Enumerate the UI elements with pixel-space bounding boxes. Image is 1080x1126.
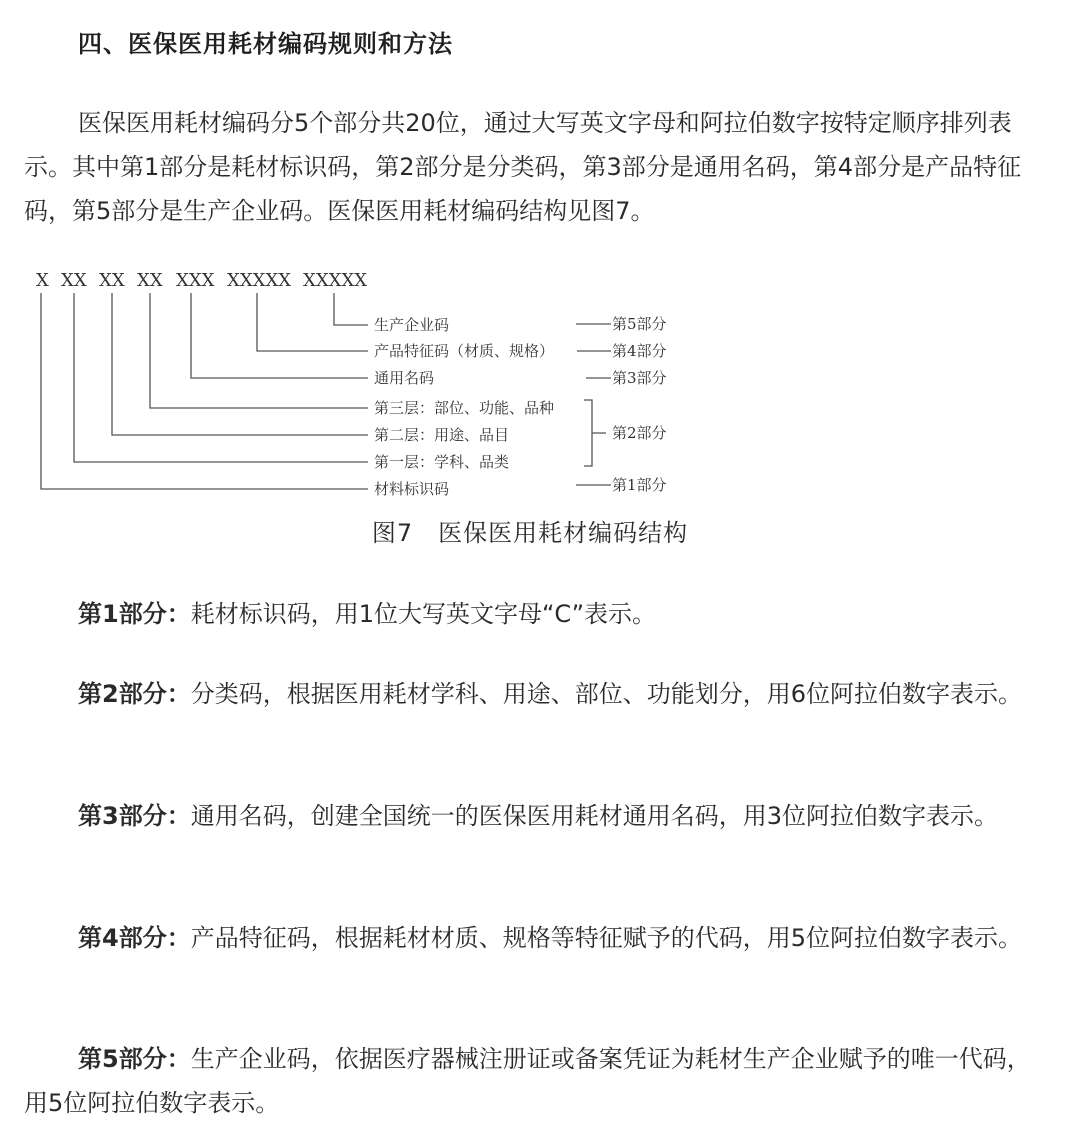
- intro-paragraph: [24, 101, 1034, 233]
- row-label-level2: 第二层：用途、品目: [374, 426, 510, 444]
- figure-caption: 图7 医保医用耗材编码结构: [371, 519, 689, 547]
- code-group-1: X: [36, 270, 49, 291]
- part1-label: 第1部分: [612, 476, 667, 494]
- section-paragraph-1: [24, 592, 1034, 636]
- part2-label: 第2部分: [612, 424, 667, 442]
- part3-label: 第3部分: [612, 369, 667, 387]
- section-lead-3: 第3部分：: [78, 802, 191, 830]
- code-structure-diagram: [28, 262, 708, 502]
- section-text-4: 产品特征码，根据耗材材质、规格等特征赋予的代码，用5位阿拉伯数字表示。: [190, 924, 1022, 952]
- section-lead-1: 第1部分：: [78, 600, 191, 628]
- section-text-2: 分类码，根据医用耗材学科、用途、部位、功能划分，用6位阿拉伯数字表示。: [190, 680, 1022, 708]
- section-paragraph-4: [24, 916, 1034, 960]
- code-group-4: XX: [137, 270, 163, 291]
- part4-label: 第4部分: [612, 342, 667, 360]
- section-lead-5: 第5部分：: [78, 1045, 191, 1073]
- section-text-1: 耗材标识码，用1位大写英文字母“C”表示。: [190, 600, 657, 628]
- connector-line-5: [191, 293, 368, 378]
- code-group-2: XX: [61, 270, 87, 291]
- section-paragraph-5: [24, 1037, 1034, 1125]
- row-label-identifier: 材料标识码: [374, 480, 450, 498]
- row-label-common-name: 通用名码: [374, 369, 435, 387]
- code-group-7: XXXXX: [303, 270, 368, 291]
- section-heading: 四、医保医用耗材编码规则和方法: [78, 30, 453, 58]
- row-label-enterprise: 生产企业码: [374, 316, 450, 334]
- connector-line-7: [334, 293, 368, 325]
- section-text-5: 生产企业码，依据医疗器械注册证或备案凭证为耗材生产企业赋予的唯一代码，用5位阿拉伯数字表示。: [24, 1045, 1031, 1117]
- code-group-6: XXXXX: [227, 270, 292, 291]
- row-label-level3: 第三层：部位、功能、品种: [374, 399, 555, 417]
- part5-label: 第5部分: [612, 315, 667, 333]
- section-text-3: 通用名码，创建全国统一的医保医用耗材通用名码，用3位阿拉伯数字表示。: [190, 802, 998, 830]
- code-group-3: XX: [99, 270, 125, 291]
- connector-line-1: [41, 293, 368, 489]
- section-lead-4: 第4部分：: [78, 924, 191, 952]
- intro-text: 医保医用耗材编码分5个部分共20位，通过大写英文字母和阿拉伯数字按特定顺序排列表示。其中第1部分是耗材标识码，第2部分是分类码，第3部分是通用名码，第4部分是产品特征码，第5部分是生产企业码。医保医用耗材编码结构见图7。: [24, 109, 1022, 225]
- section-paragraph-3: [24, 794, 1034, 838]
- part2-bracket: [584, 400, 606, 466]
- connector-line-6: [257, 293, 368, 351]
- code-group-5: XXX: [176, 270, 215, 291]
- section-lead-2: 第2部分：: [78, 680, 191, 708]
- row-label-feature: 产品特征码（材质、规格）: [374, 342, 555, 360]
- section-paragraph-2: [24, 672, 1034, 716]
- row-label-level1: 第一层：学科、品类: [374, 453, 510, 471]
